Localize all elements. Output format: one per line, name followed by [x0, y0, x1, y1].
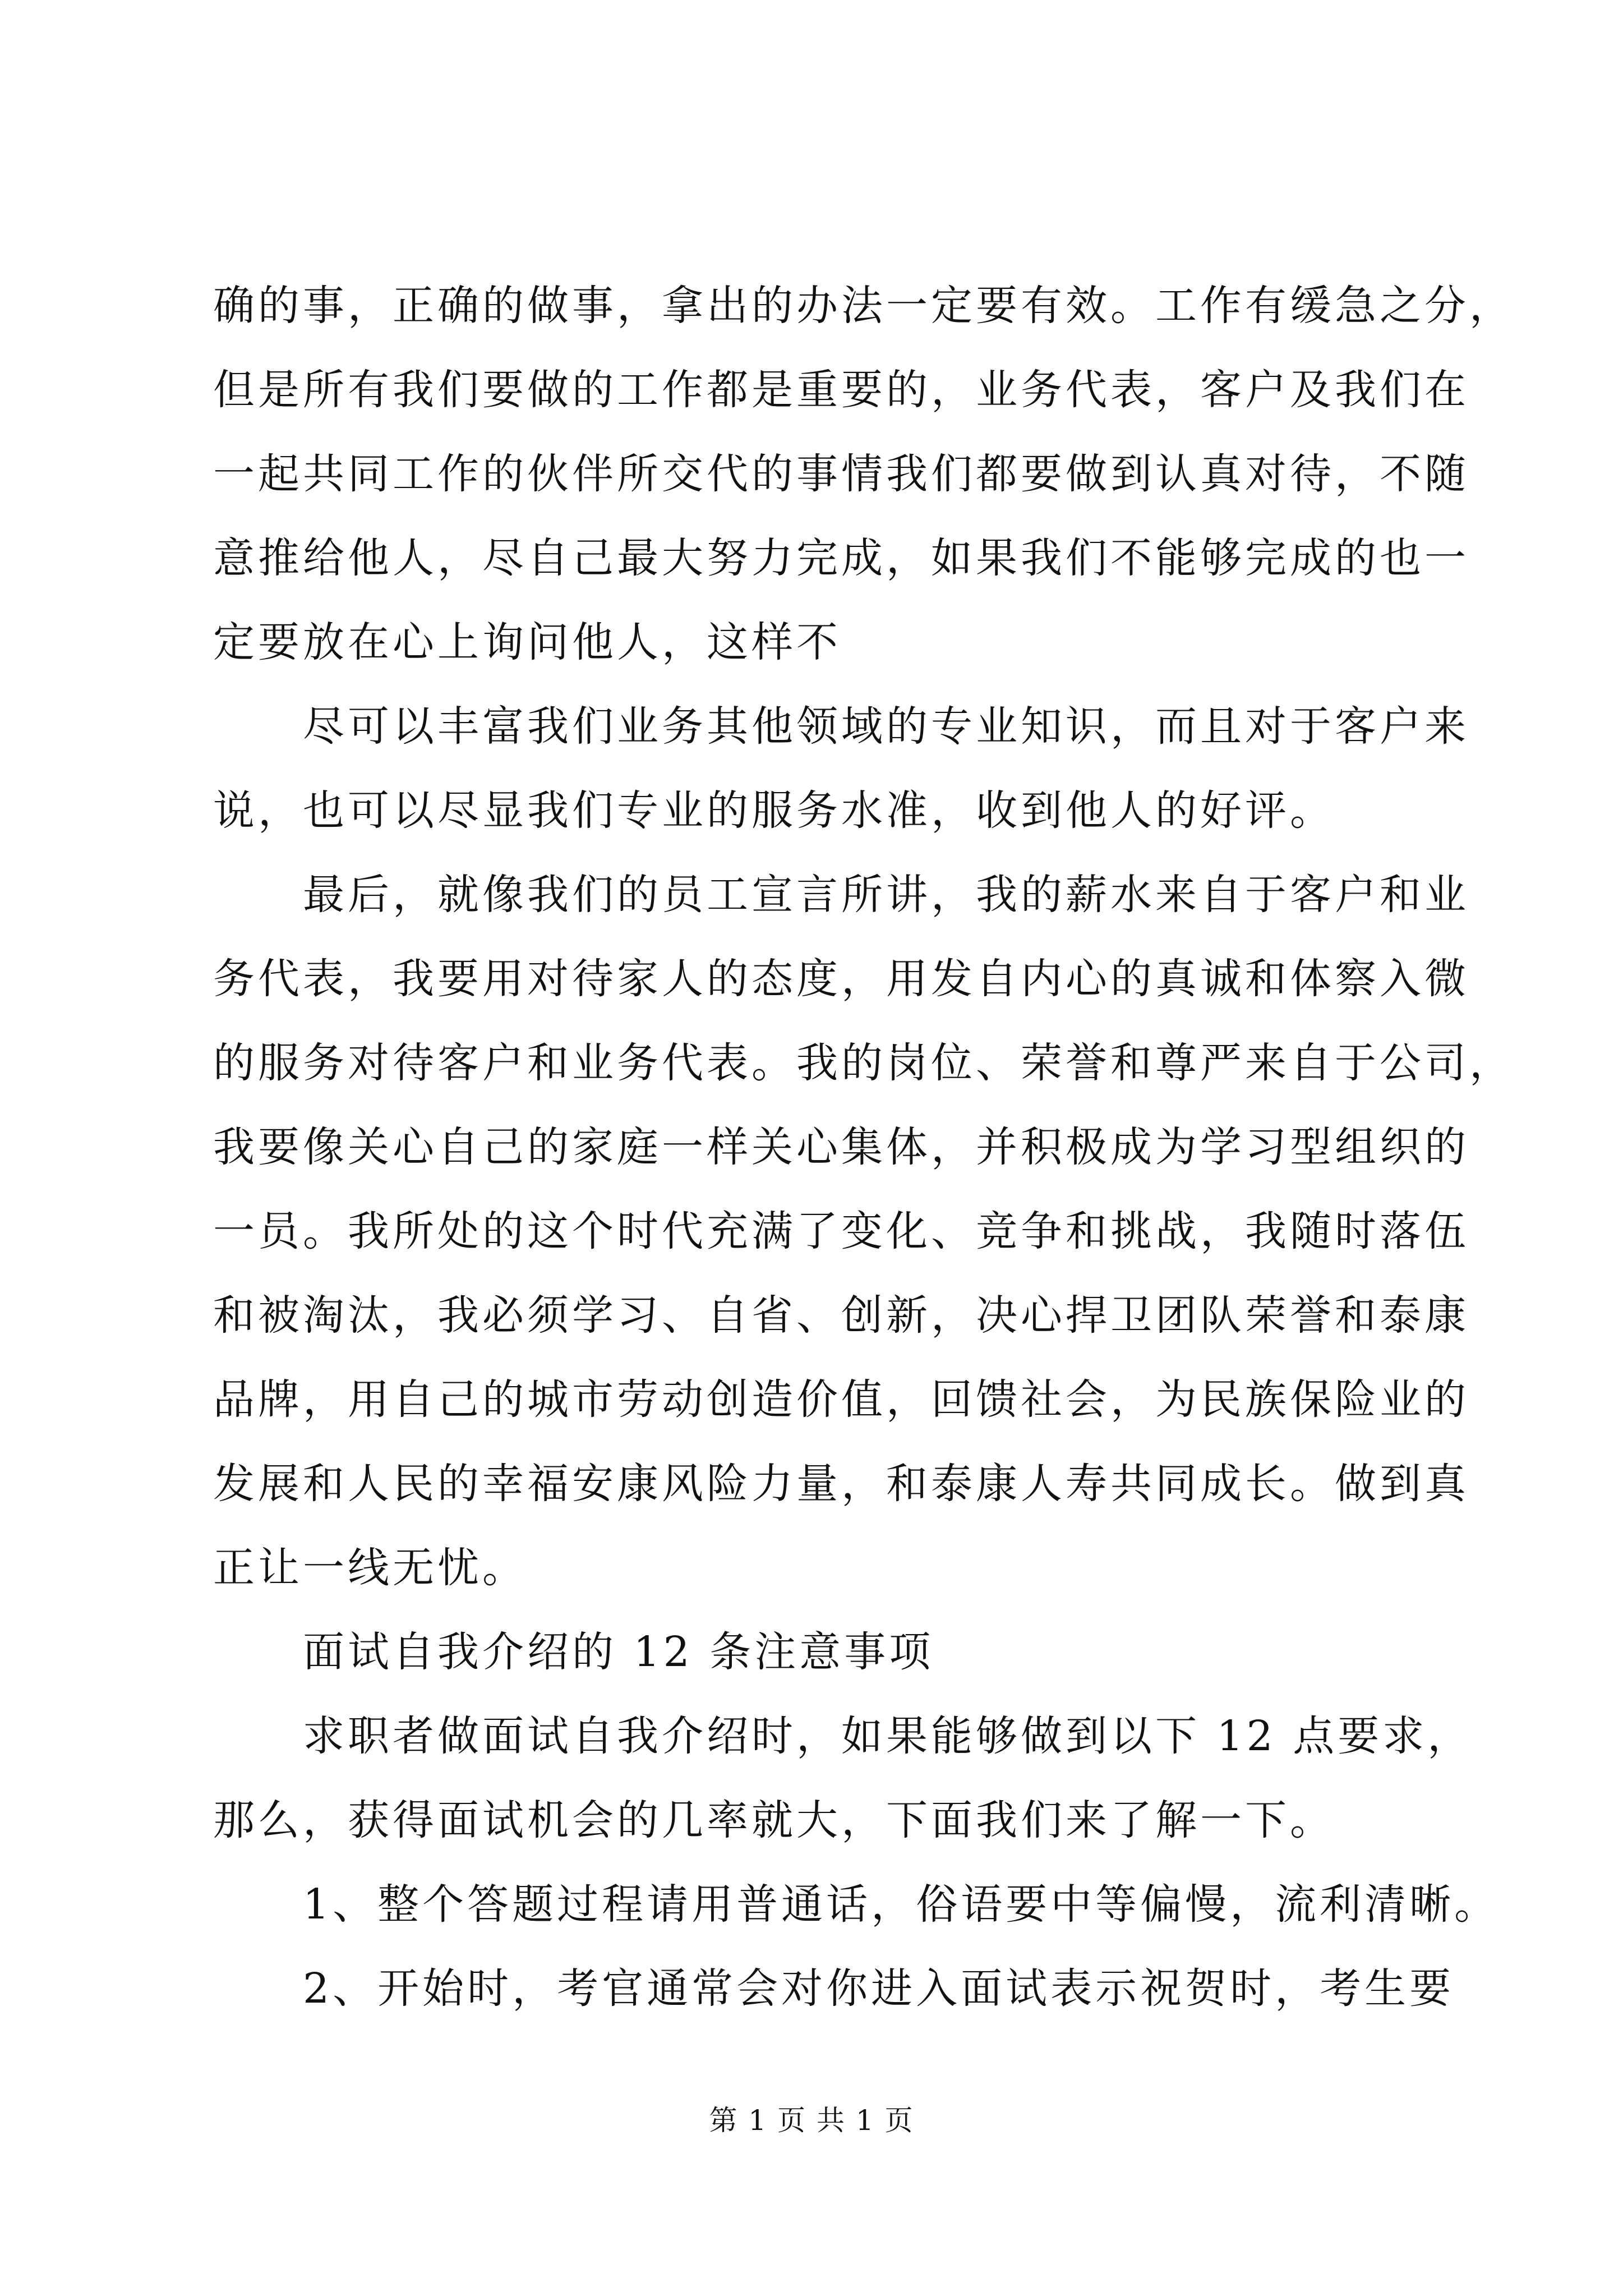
- text-line: 一员。我所处的这个时代充满了变化、竞争和挑战，我随时落伍: [213, 1207, 1469, 1255]
- text-line: 我要像关心自己的家庭一样关心集体，并积极成为学习型组织的: [213, 1123, 1469, 1171]
- paragraph-first-line: 求职者做面试自我介绍时，如果能够做到以下 12 点要求，: [303, 1712, 1473, 1760]
- text-line: 正让一线无忧。: [213, 1544, 527, 1592]
- text-line: 说，也可以尽显我们专业的服务水准，收到他人的好评。: [213, 786, 1335, 835]
- text-line: 定要放在心上询问他人，这样不: [213, 618, 841, 666]
- page-footer: 第 1 页 共 1 页: [709, 2104, 914, 2137]
- list-item: 2、开始时，考官通常会对你进入面试表示祝贺时，考生要: [303, 1964, 1455, 2013]
- text-line: 品牌，用自己的城市劳动创造价值，回馈社会，为民族保险业的: [213, 1375, 1469, 1424]
- section-heading: 面试自我介绍的 12 条注意事项: [303, 1628, 934, 1676]
- text-line: 的服务对待客户和业务代表。我的岗位、荣誉和尊严来自于公司，: [213, 1039, 1514, 1087]
- text-line: 务代表，我要用对待家人的态度，用发自内心的真诚和体察入微: [213, 955, 1469, 1003]
- paragraph-first-line: 尽可以丰富我们业务其他领域的专业知识，而且对于客户来: [303, 702, 1469, 751]
- text-line: 一起共同工作的伙伴所交代的事情我们都要做到认真对待，不随: [213, 450, 1469, 498]
- text-line: 发展和人民的幸福安康风险力量，和泰康人寿共同成长。做到真: [213, 1460, 1469, 1508]
- text-line: 但是所有我们要做的工作都是重要的，业务代表，客户及我们在: [213, 366, 1469, 414]
- text-line: 意推给他人，尽自己最大努力完成，如果我们不能够完成的也一: [213, 534, 1469, 582]
- paragraph-first-line: 最后，就像我们的员工宣言所讲，我的薪水来自于客户和业: [303, 871, 1469, 919]
- text-line: 确的事，正确的做事，拿出的办法一定要有效。工作有缓急之分，: [213, 282, 1514, 330]
- text-line: 和被淘汰，我必须学习、自省、创新，决心捍卫团队荣誉和泰康: [213, 1291, 1469, 1340]
- text-line: 那么，获得面试机会的几率就大，下面我们来了解一下。: [213, 1796, 1335, 1844]
- list-item: 1、整个答题过程请用普通话，俗语要中等偏慢，流利清晰。: [303, 1880, 1500, 1929]
